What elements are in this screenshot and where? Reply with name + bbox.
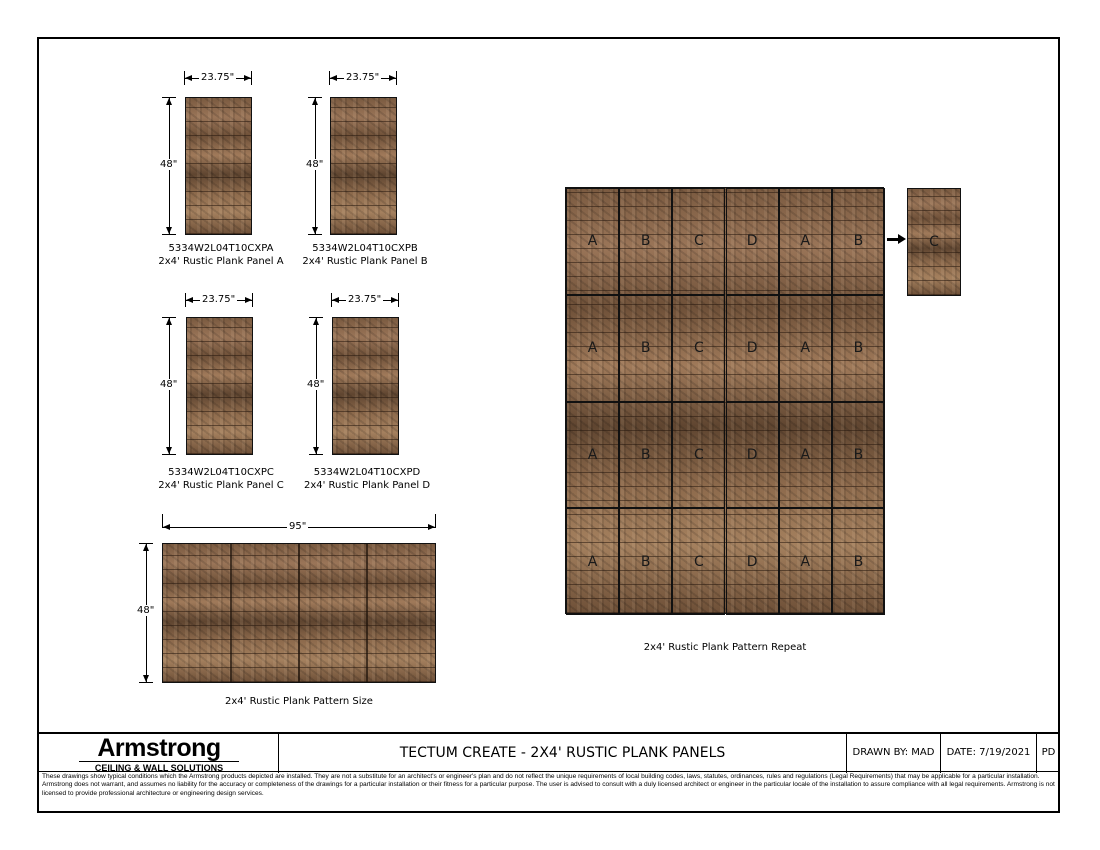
next-panel-letter: C	[929, 234, 939, 250]
pattern-cell-letter: B	[640, 553, 651, 570]
pattern-cell-letter: A	[800, 233, 811, 250]
panel-d-name: 2x4' Rustic Plank Panel D	[303, 480, 431, 491]
panel-d-swatch	[332, 317, 399, 455]
drawing-title: TECTUM CREATE - 2X4' RUSTIC PLANK PANELS	[399, 745, 726, 761]
pattern-cell	[779, 508, 832, 615]
panel-a-height-label: 48"	[160, 159, 178, 170]
logo-cell	[39, 734, 279, 773]
panel-c-name: 2x4' Rustic Plank Panel C	[158, 480, 284, 491]
pattern-cell-letter: D	[746, 233, 758, 250]
pattern-cell	[566, 402, 619, 509]
pattern-cell-letter: A	[800, 553, 811, 570]
panel-b-height-label: 48"	[306, 159, 324, 170]
drawing-date: DATE: 7/19/2021	[946, 747, 1031, 758]
pattern-cell-letter: B	[853, 553, 864, 570]
pattern-cell-letter: D	[746, 553, 758, 570]
pattern-cell	[672, 508, 725, 615]
pattern-cell	[672, 402, 725, 509]
panel-b-name: 2x4' Rustic Plank Panel B	[302, 256, 428, 267]
panel-a-name: 2x4' Rustic Plank Panel A	[158, 256, 284, 267]
panel-c-swatch	[186, 317, 253, 455]
pattern-cell-letter: B	[853, 233, 864, 250]
logo-subtitle: CEILING & WALL SOLUTIONS	[79, 761, 239, 773]
pattern-cell	[832, 295, 885, 402]
title-block	[39, 732, 1058, 773]
code-cell	[1037, 734, 1060, 773]
pattern-cell-letter: D	[746, 340, 758, 357]
pattern-cell	[726, 295, 779, 402]
pattern-cell-letter: A	[587, 340, 598, 357]
drawn-by: DRAWN BY: MAD	[852, 747, 935, 758]
pattern-cell-letter: C	[694, 553, 704, 570]
pattern-cell	[832, 188, 885, 295]
pattern-cell-letter: B	[640, 446, 651, 463]
panel-b-width-label: 23.75"	[346, 72, 380, 83]
pattern-cell-letter: A	[587, 446, 598, 463]
pattern-cell-letter: A	[800, 446, 811, 463]
next-panel-swatch	[907, 188, 961, 296]
pattern-cell	[832, 508, 885, 615]
pattern-size-swatch	[162, 543, 436, 683]
pattern-cell-letter: A	[587, 553, 598, 570]
title-cell	[279, 734, 847, 773]
pattern-cell	[619, 188, 672, 295]
pattern-cell	[566, 295, 619, 402]
drawing-sheet	[37, 37, 1060, 813]
pattern-cell-letter: C	[694, 446, 704, 463]
panel-d-width-label: 23.75"	[348, 294, 382, 305]
pattern-width-label: 95"	[289, 521, 307, 532]
pattern-cell	[672, 295, 725, 402]
pattern-repeat-caption: 2x4' Rustic Plank Pattern Repeat	[643, 642, 807, 653]
pattern-cell-letter: B	[853, 340, 864, 357]
date-cell	[941, 734, 1037, 773]
panel-a-code: 5334W2L04T10CXPA	[168, 243, 274, 254]
pattern-cell	[726, 508, 779, 615]
pattern-cell	[779, 402, 832, 509]
pattern-cell	[832, 402, 885, 509]
pattern-cell-letter: D	[746, 446, 758, 463]
pattern-cell	[619, 508, 672, 615]
pattern-cell	[566, 508, 619, 615]
pattern-height-label: 48"	[137, 605, 155, 616]
pattern-cell-letter: A	[587, 233, 598, 250]
pattern-cell-letter: C	[694, 340, 704, 357]
armstrong-logo: Armstrong	[97, 734, 221, 762]
pattern-cell	[779, 188, 832, 295]
pattern-cell	[726, 188, 779, 295]
panel-b-code: 5334W2L04T10CXPB	[312, 243, 418, 254]
panel-a-width-label: 23.75"	[201, 72, 235, 83]
drawn-by-cell	[847, 734, 941, 773]
pattern-cell	[779, 295, 832, 402]
pattern-cell	[619, 402, 672, 509]
panel-a-swatch	[185, 97, 252, 235]
pattern-cell-letter: A	[800, 340, 811, 357]
arrow-right-icon	[898, 234, 906, 244]
panel-d-code: 5334W2L04T10CXPD	[313, 467, 421, 478]
pattern-cell	[566, 188, 619, 295]
pattern-cell	[726, 402, 779, 509]
panel-c-height-label: 48"	[160, 379, 178, 390]
pattern-cell-letter: B	[640, 340, 651, 357]
panel-d-height-label: 48"	[307, 379, 325, 390]
legal-disclaimer: These drawings show typical conditions which the Armstrong products depicted are installed. They are not a substitute for an architect's or engineer's plan and do not reflect the unique requirements of local building codes, laws, statutes, ordinances, rules and regulations (Legal Requirements) that may be applicable for a particular installation. Armstrong does not warrant, and assumes no liability for the accuracy or completeness of the drawings for a particular installation or their fitness for a particular purpose. The user is advised to consult with a duly licensed architect or engineer in the particular locale of the installation to assure compliance with all legal requirements. Armstrong is not licensed to provide professional architecture or engineering design services.	[39, 771, 1058, 813]
pattern-cell	[619, 295, 672, 402]
drawing-code: PD	[1041, 747, 1056, 758]
pattern-cell	[672, 188, 725, 295]
panel-b-swatch	[330, 97, 397, 235]
pattern-repeat-grid	[565, 187, 884, 614]
panel-c-code: 5334W2L04T10CXPC	[168, 467, 274, 478]
pattern-cell-letter: C	[694, 233, 704, 250]
pattern-size-caption: 2x4' Rustic Plank Pattern Size	[225, 696, 373, 707]
panel-c-width-label: 23.75"	[202, 294, 236, 305]
pattern-cell-letter: B	[853, 446, 864, 463]
pattern-cell-letter: B	[640, 233, 651, 250]
